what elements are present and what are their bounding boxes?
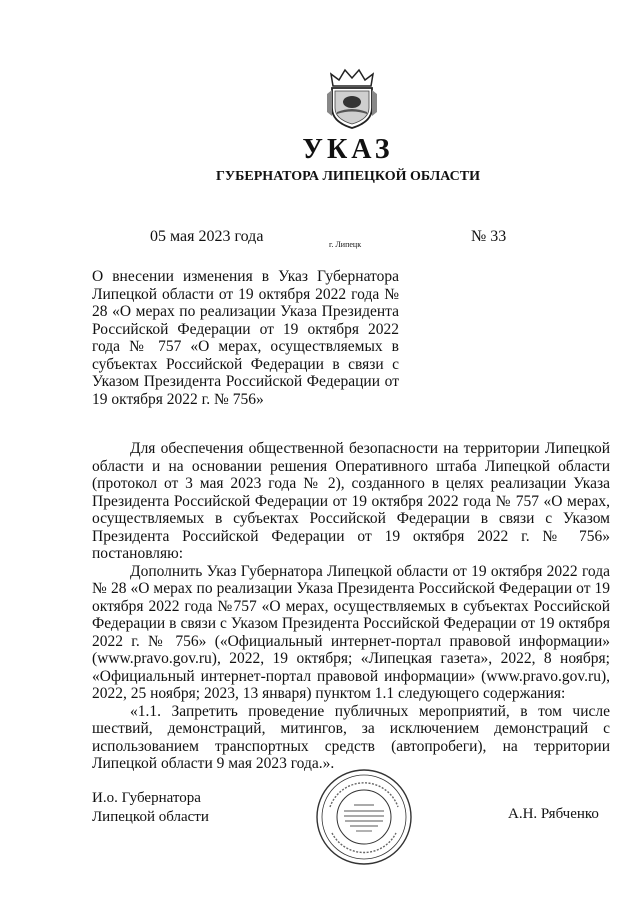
document-subtitle: ГУБЕРНАТОРА ЛИПЕЦКОЙ ОБЛАСТИ: [215, 169, 480, 184]
signatory-position: [92, 789, 209, 827]
body-paragraph: Дополнить Указ Губернатора Липецкой области от 19 октября 2022 года № 28 «О мерах по реализации Указа Президента Российской Федерации от 19 октября 2022 года №757 «О мерах, осуществляемых в субъектах Российской Федерации в связи с Указом Президента Российской Федерации от 19 октября 2022 г. № 756» («Официальный интернет-портал правовой информации» (www.pravo.gov.ru), 2022, 19 октября; «Липецкая газета», 2022, 8 ноября; «Официальный интернет-портал правовой информации» (www.pravo.gov.ru), 2022, 25 ноября; 2023, 13 января) пунктом 1.1 следующего содержания:: [92, 562, 610, 702]
decree-body: [92, 440, 610, 773]
decree-city: г. Липецк: [329, 240, 362, 249]
coat-of-arms-icon: [323, 66, 381, 130]
signatory-position-line: И.о. Губернатора: [92, 790, 201, 806]
body-paragraph: Для обеспечения общественной безопасности на территории Липецкой области и на основании решения Оперативного штаба Липецкой области (протокол от 3 мая 2023 года № 2), созданного в целях реализации Указа Президента Российской Федерации от 19 октября 2022 года № 757 «О мерах, осуществляемых в субъектах Российской Федерации в связи с Указом Президента Российской Федерации от 19 октября 2022 г. № 756» постановляю:: [92, 440, 610, 562]
document-title: УКАЗ: [302, 134, 394, 165]
decree-number: № 33: [471, 228, 507, 245]
signatory-name: А.Н. Рябченко: [508, 806, 599, 822]
body-paragraph: «1.1. Запретить проведение публичных мероприятий, в том числе шествий, демонстраций, митингов, за исключением демонстраций с использованием транспортных средств (автопробеги), на территории Липецкой области 9 мая 2023 года.».: [92, 702, 610, 772]
official-stamp-icon: [314, 767, 414, 867]
decree-heading: О внесении изменения в Указ Губернатора Липецкой области от 19 октября 2022 года № 28 «О мерах по реализации Указа Президента Российской Федерации от 19 октября 2022 года № 757 «О мерах, осуществляемых в субъектах Российской Федерации в связи с Указом Президента Российской Федерации от 19 октября 2022 г. № 756»: [92, 268, 399, 408]
signatory-position-line: Липецкой области: [92, 809, 209, 825]
decree-date: 05 мая 2023 года: [150, 228, 264, 245]
